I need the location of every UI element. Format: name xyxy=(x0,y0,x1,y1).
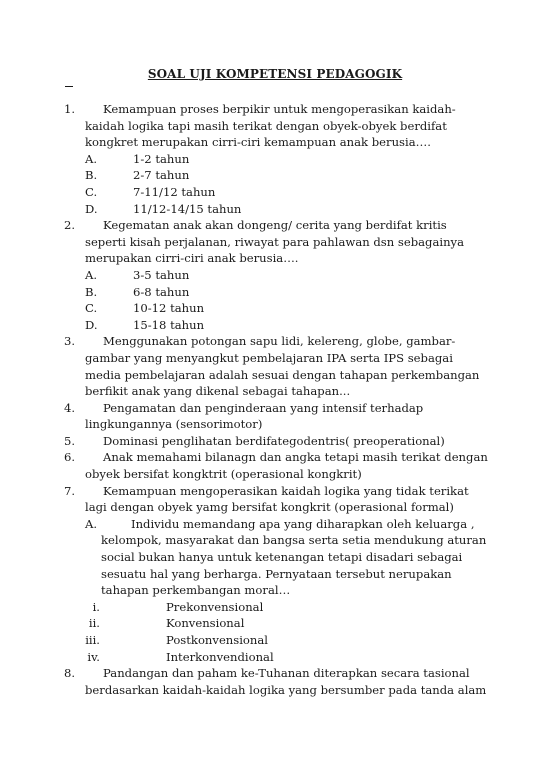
option-text: Interkonvendional xyxy=(166,649,274,664)
option-b xyxy=(0,284,550,301)
option-letter: D. xyxy=(85,317,98,332)
sub-question-letter: A. xyxy=(85,516,98,531)
question-number: 5. xyxy=(64,433,76,448)
option-text: Postkonvensional xyxy=(166,633,268,647)
option-letter: B. xyxy=(85,284,98,299)
question-8 xyxy=(0,665,550,698)
option-text: 3-5 tahun xyxy=(133,267,190,282)
question-text: Dominasi penglihatan berdifategodentris( preoperational) xyxy=(103,433,445,448)
question-5 xyxy=(0,433,550,450)
document-title: SOAL UJI KOMPETENSI PEDAGOGIK xyxy=(147,67,403,81)
roman-numeral: iv. xyxy=(87,649,100,664)
option-text: 7-11/12 tahun xyxy=(133,184,216,199)
question-number: 7. xyxy=(64,483,76,498)
question-number: 8. xyxy=(64,666,76,681)
option-text: 2-7 tahun xyxy=(133,168,190,183)
question-text: Menggunakan potongan sapu lidi, kelereng, globe, gambar-gambar yang menyangkut pembelajaran IPA serta IPS sebagai media pembelajaran adalah sesuai dengan tahapan perkembangan berfikit anak yang dikenal sebagai tahapan... xyxy=(85,334,480,399)
question-list xyxy=(0,101,550,698)
option-c xyxy=(0,300,550,317)
roman-option-iv xyxy=(0,649,550,666)
roman-numeral: iii. xyxy=(85,633,100,647)
option-d xyxy=(0,201,550,218)
option-a xyxy=(0,267,550,284)
option-b xyxy=(0,167,550,184)
question-2 xyxy=(0,217,550,267)
option-letter: C. xyxy=(85,301,98,316)
roman-option-i xyxy=(0,599,550,616)
question-text: Kemampuan proses berpikir untuk mengoperasikan kaidah-kaidah logika tapi masih terikat dengan obyek-obyek berdifat kongkret merupakan cirri-ciri kemampuan anak berusia…. xyxy=(85,102,456,150)
option-text: 10-12 tahun xyxy=(133,301,205,316)
option-letter: A. xyxy=(85,151,98,166)
option-text: 6-8 tahun xyxy=(133,284,190,299)
question-number: 6. xyxy=(64,450,76,465)
option-letter: B. xyxy=(85,168,98,183)
option-text: Konvensional xyxy=(166,616,245,631)
question-3 xyxy=(0,333,550,399)
roman-numeral: i. xyxy=(92,599,100,614)
dash-mark xyxy=(65,86,73,87)
question-text: Anak memahami bilanagn dan angka tetapi masih terikat dengan obyek bersifat kongktrit (operasional kongkrit) xyxy=(85,450,488,482)
option-text: 11/12-14/15 tahun xyxy=(133,201,242,216)
question-4 xyxy=(0,400,550,433)
question-text: Kegematan anak akan dongeng/ cerita yang berdifat kritis seperti kisah perjalanan, riwayat para pahlawan dsn sebagainya merupakan cirri-ciri anak berusia…. xyxy=(85,218,465,266)
sub-question-text: Individu memandang apa yang diharapkan oleh keluarga , kelompok, masyarakat dan bangsa serta setia mendukung aturan social bukan hanya untuk ketenangan tetapi disadari sebagai sesuatu hal yang berharga. Pernyataan tersebut nerupakan tahapan perkembangan moral… xyxy=(101,516,487,598)
question-number: 2. xyxy=(64,218,76,233)
question-text: Pandangan dan paham ke-Tuhanan diterapkan secara tasional berdasarkan kaidah-kaidah logika yang bersumber pada tanda alam xyxy=(85,666,487,697)
question-7 xyxy=(0,483,550,516)
option-letter: C. xyxy=(85,184,98,199)
question-1 xyxy=(0,101,550,151)
roman-option-iii xyxy=(0,632,550,649)
option-a xyxy=(0,151,550,168)
question-6 xyxy=(0,449,550,482)
question-text: Kemampuan mengoperasikan kaidah logika yang tidak terikat lagi dengan obyek yamg bersifat kongkrit (operasional formal) xyxy=(85,483,469,515)
roman-option-ii xyxy=(0,615,550,632)
option-text: 1-2 tahun xyxy=(133,151,190,166)
question-number: 3. xyxy=(64,334,76,349)
option-d xyxy=(0,317,550,334)
question-text: Pengamatan dan penginderaan yang intensif terhadap lingkungannya (sensorimotor) xyxy=(85,400,424,432)
option-text: 15-18 tahun xyxy=(133,317,205,332)
option-c xyxy=(0,184,550,201)
roman-numeral: ii. xyxy=(88,616,100,631)
question-number: 1. xyxy=(64,102,76,116)
option-letter: A. xyxy=(85,267,98,282)
question-number: 4. xyxy=(64,400,76,415)
option-text: Prekonvensional xyxy=(166,599,264,614)
sub-question-a xyxy=(0,516,550,599)
option-letter: D. xyxy=(85,201,98,216)
